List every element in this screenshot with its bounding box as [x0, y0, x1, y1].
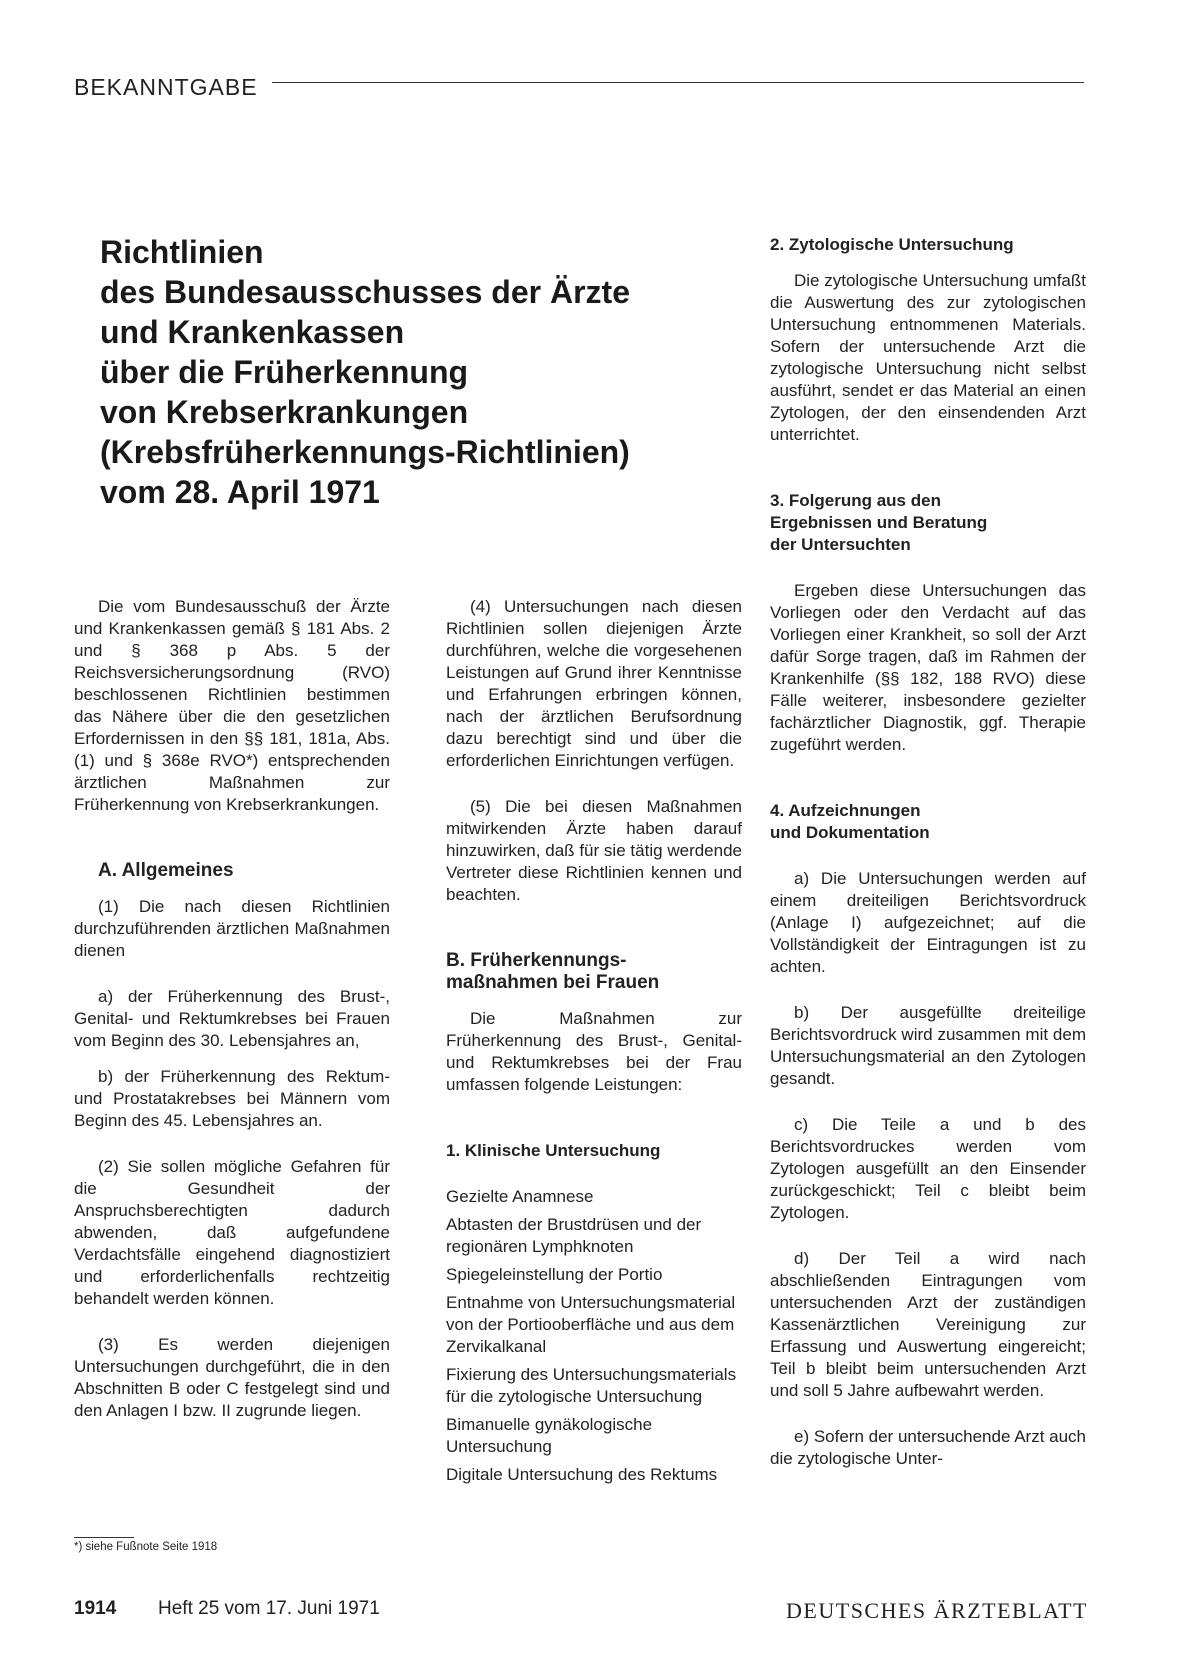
paragraph-1a: a) der Früherkennung des Brust-, Genital- und Rektumkrebses bei Frauen vom Beginn des 30. Lebensjahres an,	[74, 987, 390, 1050]
list-item: Abtasten der Brustdrüsen und der regionären Lymphknoten	[446, 1215, 702, 1256]
footnote: *) siehe Fußnote Seite 1918	[74, 1541, 218, 1553]
title-line: des Bundesausschusses der Ärzte	[100, 274, 630, 310]
paragraph-5: (5) Die bei diesen Maßnahmen mitwirkenden Ärzte haben darauf hinzuwirken, daß für sie tätig werdende Vertreter diese Richtlinien kennen und beachten.	[446, 797, 742, 904]
subsection-2-heading: 2. Zytologische Untersuchung	[770, 235, 1014, 254]
intro-paragraph: Die vom Bundesausschuß der Ärzte und Krankenkassen gemäß § 181 Abs. 2 und § 368 p Abs. 5 der Reichsversicherungsordnung (RVO) beschlossenen Richtlinien bestimmen das Nähere über die den gesetzlichen Erfordernissen in den §§ 181, 181a, Abs. (1) und § 368e RVO*) entsprechenden ärztlichen Maßnahmen zur Früherkennung von Krebserkrankungen.	[74, 597, 390, 814]
list-item: Gezielte Anamnese	[446, 1187, 594, 1206]
subsection-3-heading-line: 3. Folgerung aus den	[770, 491, 941, 510]
list-item: Digitale Untersuchung des Rektums	[446, 1465, 718, 1484]
item-e: e) Sofern der untersuchende Arzt auch die zytologische Unter-	[770, 1427, 1087, 1468]
paragraph-2: (2) Sie sollen mögliche Gefahren für die Gesundheit der Anspruchsberechtigten dadurch abwenden, daß aufgefundene Verdachtsfälle eingehend diagnostiziert und erforderlichenfalls rechtzeitig behandelt werden können.	[74, 1157, 390, 1308]
title-line: vom 28. April 1971	[100, 474, 380, 510]
title-line: von Krebserkrankungen	[100, 394, 469, 430]
section-b-heading-line: B. Früherkennungs-	[446, 950, 627, 971]
section-a-heading: A. Allgemeines	[98, 860, 234, 881]
journal-name: DEUTSCHES ÄRZTEBLATT	[786, 1598, 1088, 1623]
paragraph-1b: b) der Früherkennung des Rektum- und Prostatakrebses bei Männern vom Beginn des 45. Lebensjahres an.	[74, 1067, 390, 1130]
title-line: (Krebsfrüherkennungs-Richtlinien)	[100, 434, 630, 470]
subsection-3-heading	[770, 490, 1086, 556]
examination-list	[446, 1186, 742, 1486]
title-line: Richtlinien	[100, 234, 264, 270]
list-item: Bimanuelle gynäkologische Untersuchung	[446, 1415, 653, 1456]
column-2	[446, 596, 742, 1486]
issue-info: Heft 25 vom 17. Juni 1971	[158, 1598, 380, 1619]
section-b-heading-line: maßnahmen bei Frauen	[446, 972, 660, 993]
title-line: über die Früherkennung	[100, 354, 469, 390]
header-rule	[272, 82, 1084, 83]
column-3	[770, 234, 1086, 1470]
item-c: c) Die Teile a und b des Berichtsvordruckes werden vom Zytologen ausgefüllt an den Einsender zurückgeschickt; Teil c bleibt beim Zytologen.	[770, 1115, 1086, 1222]
section-b-intro: Die Maßnahmen zur Früherkennung des Brust-, Genital- und Rektumkrebses bei der Frau umfassen folgende Leistungen:	[446, 1009, 742, 1094]
footnote-rule	[74, 1537, 134, 1538]
paragraph-1: (1) Die nach diesen Richtlinien durchzuführenden ärztlichen Maßnahmen dienen	[74, 897, 390, 960]
subsection-3-heading-line: der Untersuchten	[770, 535, 911, 554]
section-label: BEKANNTGABE	[74, 74, 258, 100]
column-1	[74, 596, 390, 1422]
item-a: a) Die Untersuchungen werden auf einem dreiteiligen Berichtsvordruck (Anlage I) aufgezeichnet; auf die Vollständigkeit der Eintragungen ist zu achten.	[770, 869, 1086, 976]
subsection-2-text: Die zytologische Untersuchung umfaßt die Auswertung des zur zytologischen Untersuchung entnommenen Materials. Sofern der untersuchende Arzt die zytologische Untersuchung nicht selbst ausführt, sendet er das Material an einen Zytologen, der den einsendenden Arzt unterrichtet.	[770, 271, 1086, 444]
paragraph-4: (4) Untersuchungen nach diesen Richtlinien sollen diejenigen Ärzte durchführen, welche die vorgesehenen Leistungen auf Grund ihrer Kenntnisse und Erfahrungen erbringen können, nach der ärztlichen Berufsordnung dazu berechtigt sind und über die erforderlichen Einrichtungen verfügen.	[446, 597, 742, 770]
page-number: 1914	[74, 1598, 117, 1619]
document-title	[100, 232, 660, 512]
list-item: Fixierung des Untersuchungsmaterials für die zytologische Untersuchung	[446, 1365, 737, 1406]
subsection-4-heading	[770, 800, 1086, 844]
subsection-4-heading-line: und Dokumentation	[770, 823, 930, 842]
item-b: b) Der ausgefüllte dreiteilige Berichtsvordruck wird zusammen mit dem Untersuchungsmaterial an den Zytologen gesandt.	[770, 1003, 1086, 1088]
list-item: Entnahme von Untersuchungsmaterial von der Portiooberfläche und aus dem Zervikalkanal	[446, 1293, 736, 1356]
paragraph-3: (3) Es werden diejenigen Untersuchungen durchgeführt, die in den Abschnitten B oder C festgelegt sind und den Anlagen I bzw. II zugrunde liegen.	[74, 1335, 390, 1420]
list-item: Spiegeleinstellung der Portio	[446, 1265, 663, 1284]
item-d: d) Der Teil a wird nach abschließenden Eintragungen vom untersuchenden Arzt der zuständigen Kassenärztlichen Vereinigung zur Erfassung und Auswertung eingereicht; Teil b bleibt beim untersuchenden Arzt und soll 5 Jahre aufbewahrt werden.	[770, 1249, 1086, 1400]
subsection-4-heading-line: 4. Aufzeichnungen	[770, 801, 921, 820]
section-b-heading	[446, 950, 742, 994]
title-line: und Krankenkassen	[100, 314, 405, 350]
subsection-3-text: Ergeben diese Untersuchungen das Vorliegen oder den Verdacht auf das Vorliegen einer Krankheit, so soll der Arzt dafür Sorge tragen, daß im Rahmen der Krankenhilfe (§§ 182, 188 RVO) diese Fälle weiterer, insbesondere gezielter fachärztlicher Diagnostik, ggf. Therapie zugeführt werden.	[770, 581, 1086, 754]
subsection-1-heading: 1. Klinische Untersuchung	[446, 1141, 661, 1160]
subsection-3-heading-line: Ergebnissen und Beratung	[770, 513, 988, 532]
